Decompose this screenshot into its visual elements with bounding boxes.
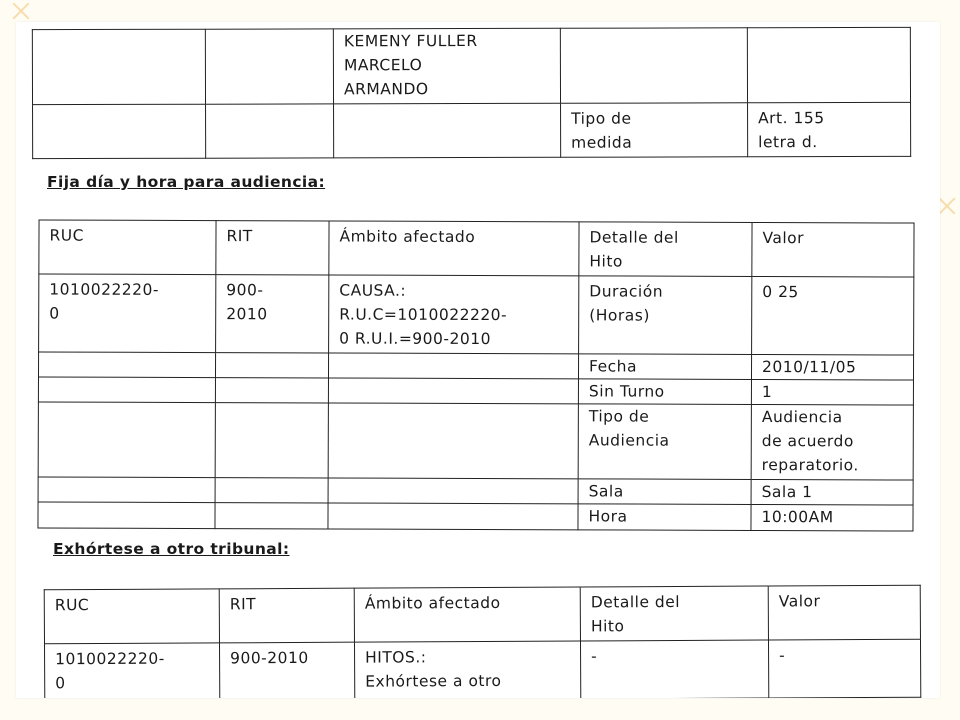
table-cell: 10:00AM	[751, 504, 913, 531]
table-cell: Sin Turno	[578, 379, 751, 405]
table-row	[33, 102, 911, 158]
table-row	[44, 639, 920, 698]
column-header-ruc: RUC	[39, 220, 216, 275]
table-cell	[215, 353, 328, 378]
table-cell	[328, 503, 578, 530]
column-header-rit: RIT	[216, 221, 329, 275]
table-row	[38, 352, 913, 380]
table-cell: 2010/11/05	[751, 354, 913, 380]
table-cell: KEMENY FULLER MARCELO ARMANDO	[333, 28, 560, 104]
table-cell	[33, 104, 206, 158]
table-cell: Sala	[578, 479, 751, 505]
column-header-detalle: Detalle del Hito	[580, 586, 768, 641]
table-cell: Audiencia de acuerdo reparatorio.	[751, 404, 913, 480]
table-cell	[334, 103, 561, 158]
column-header-detalle: Detalle del Hito	[579, 222, 752, 277]
section-heading-exhorto: Exhórtese a otro tribunal:	[53, 540, 290, 558]
table-cell	[215, 503, 328, 529]
table-audiencia	[37, 219, 914, 531]
table-cell: -	[768, 639, 920, 698]
table-row	[38, 477, 913, 505]
column-header-rit: RIT	[219, 588, 354, 643]
table-cell	[328, 353, 578, 379]
table-cell	[38, 352, 215, 378]
table-row	[38, 402, 913, 480]
table-cell	[215, 478, 328, 503]
table-cell: 1	[751, 379, 913, 405]
section-heading-audiencia: Fija día y hora para audiencia:	[47, 173, 326, 191]
table-cell: Tipo de Audiencia	[578, 404, 751, 480]
column-header-ambito: Ámbito afectado	[354, 587, 580, 642]
table-cell	[38, 377, 215, 403]
table-cell	[328, 403, 578, 479]
table-cell	[38, 402, 215, 478]
table-row	[38, 502, 913, 531]
table-header-row	[39, 220, 914, 277]
table-cell: Tipo de medida	[561, 103, 748, 157]
table-cell: Sala 1	[751, 479, 913, 505]
scanned-document-page	[16, 22, 940, 698]
table-cell	[560, 28, 747, 103]
table-cell: Fecha	[578, 354, 751, 380]
table-cell	[206, 104, 334, 158]
table-cell	[205, 29, 333, 104]
table-cell: 1010022220- 0	[39, 274, 216, 353]
table-cell: HITOS.: Exhórtese a otro	[354, 641, 580, 698]
table-cell: 900- 2010	[216, 275, 329, 353]
table-cell: CAUSA.: R.U.C=1010022220- 0 R.U.I.=900-2010	[329, 275, 579, 354]
table-cell	[32, 29, 205, 104]
table-cell	[747, 27, 910, 102]
column-header-valor: Valor	[752, 222, 914, 277]
table-row	[39, 274, 914, 355]
table-cell: 900-2010	[219, 642, 354, 698]
table-cell	[328, 478, 578, 504]
table-cell: 0 25	[752, 276, 914, 355]
table-cell: Hora	[578, 504, 751, 531]
table-cell: 1010022220- 0	[44, 643, 219, 698]
table-row	[32, 27, 910, 104]
table-cell	[38, 477, 215, 503]
table-cell	[38, 502, 215, 529]
table-cell	[215, 403, 328, 478]
table-cell: Art. 155 letra d.	[748, 102, 911, 156]
column-header-valor: Valor	[768, 585, 920, 640]
column-header-ambito: Ámbito afectado	[329, 221, 579, 276]
table-cell: -	[580, 640, 768, 698]
table-exhorto	[44, 585, 922, 698]
table-header-row	[44, 585, 920, 644]
table-medida	[32, 27, 911, 159]
table-cell	[328, 378, 578, 404]
table-row	[38, 377, 913, 405]
table-cell: Duración (Horas)	[579, 276, 752, 355]
column-header-ruc: RUC	[44, 589, 219, 644]
table-cell	[215, 378, 328, 403]
